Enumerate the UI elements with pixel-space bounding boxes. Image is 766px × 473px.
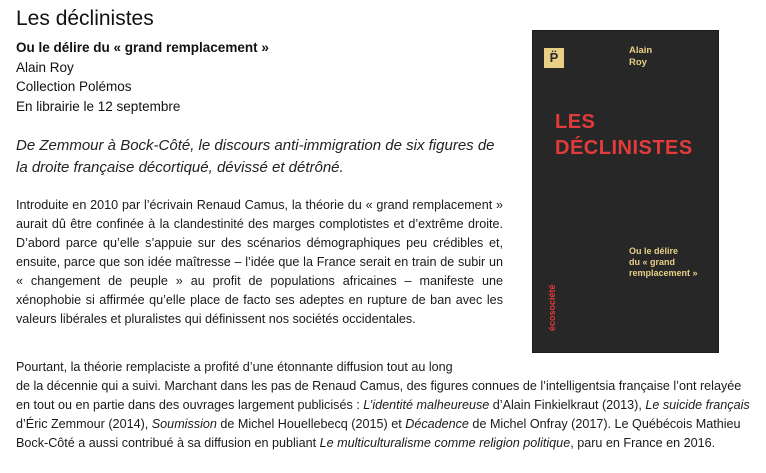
text-span: de la décennie qui a suivi. Marchant dans les pas de Renaud Camus, des figures connues de l’intelligentsia française l’ont relayée en tout ou en partie dans des ouvrages largement publicisés : (16, 379, 742, 412)
cover-subtitle-line-2: du « grand (629, 257, 676, 267)
book-author: Alain Roy (16, 59, 74, 75)
book-ref-multiculturalisme: Le multiculturalisme comme religion politique (319, 436, 571, 450)
book-subtitle: Ou le délire du « grand remplacement » (16, 40, 269, 55)
release-date: En librairie le 12 septembre (16, 98, 181, 114)
cover-author (629, 45, 652, 69)
cover-title-line-2: DÉCLINISTES (555, 137, 693, 159)
cover-subtitle-line-1: Ou le délire (629, 246, 679, 256)
cover-author-first: Alain (629, 45, 653, 56)
book-collection: Collection Polémos (16, 79, 132, 94)
paragraph-2-rest (16, 377, 756, 453)
paragraph-1: Introduite en 2010 par l’écrivain Renaud Camus, la théorie du « grand remplacement » aurait dû être confinée à la clandestinité des marges complotistes et d’extrême droite. D’abord parce qu’elle s’appuie sur des scénarios démographiques peu crédibles et, ensuite, parce que son idée maîtresse – l’idée que la France serait en train de subir un « changement de peuple » au profit de populations africaines – manifeste une xénophobie si affirmée qu’elle place de facto ses adeptes en rupture de ban avec les valeurs libérales et pluralistes qui définissent nos sociétés occidentales. (16, 198, 503, 326)
lead-text: De Zemmour à Bock-Côté, le discours anti-immigration de six figures de la droite française décortiqué, dévissé et détrôné. (16, 137, 495, 176)
cover-author-last: Roy (629, 57, 647, 68)
paragraph-2-line-1: Pourtant, la théorie remplaciste a profité d’une étonnante diffusion tout au long (16, 360, 453, 374)
text-span: de Michel Onfray (2017). Le Québécois Mathieu Bock-Côté a aussi contribué à sa diffusion en publiant (16, 417, 741, 450)
text-span: d’Alain Finkielkraut (2013), (489, 398, 646, 412)
publisher-logo-icon: P̈ (544, 48, 564, 68)
paragraph-2 (16, 358, 756, 453)
book-ref-suicide-francais: Le suicide français (645, 398, 750, 412)
text-span: de Michel Houellebecq (2015) et (216, 417, 406, 431)
book-ref-identite-malheureuse: L’identité malheureuse (363, 398, 490, 412)
book-cover (533, 31, 718, 352)
cover-title (555, 109, 693, 161)
text-span: , paru en France en 2016. (570, 436, 716, 450)
cover-title-line-1: LES (555, 111, 596, 133)
cover-subtitle (629, 246, 714, 279)
text-span: d’Éric Zemmour (2014), (16, 417, 152, 431)
book-ref-decadence: Décadence (405, 417, 469, 431)
page-title: Les déclinistes (16, 7, 154, 30)
cover-subtitle-line-3: remplacement » (629, 268, 698, 278)
book-meta (16, 38, 269, 116)
book-ref-soumission: Soumission (151, 417, 217, 431)
cover-imprint: écosociété (547, 284, 557, 331)
